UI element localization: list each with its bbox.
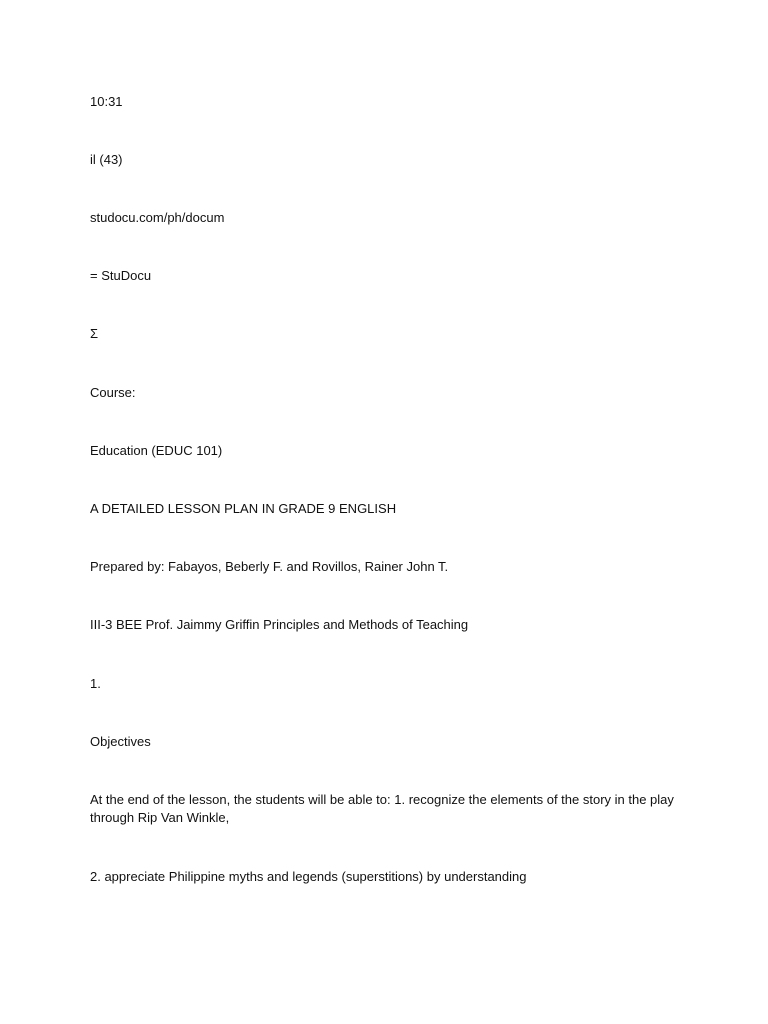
url-text: studocu.com/ph/docum xyxy=(90,210,225,225)
course-label: Course: xyxy=(90,385,136,400)
objective-2: 2. appreciate Philippine myths and legends (superstitions) by understanding xyxy=(90,869,527,884)
section-title: Objectives xyxy=(90,734,151,749)
objective-intro: At the end of the lesson, the students will be able to: 1. recognize the elements of the story in the play through Rip Van Winkle, xyxy=(90,792,674,825)
status-time: 10:31 xyxy=(90,94,123,109)
course-name: Education (EDUC 101) xyxy=(90,443,223,458)
document-title: A DETAILED LESSON PLAN IN GRADE 9 ENGLISH xyxy=(90,501,397,516)
signal-status: il (43) xyxy=(90,152,123,167)
section-number: 1. xyxy=(90,676,101,691)
class-info: III-3 BEE Prof. Jaimmy Griffin Principles and Methods of Teaching xyxy=(90,617,469,632)
prepared-by: Prepared by: Fabayos, Beberly F. and Rovillos, Rainer John T. xyxy=(90,559,449,574)
app-header: = StuDocu xyxy=(90,268,152,283)
sigma-symbol: Σ xyxy=(90,326,99,341)
